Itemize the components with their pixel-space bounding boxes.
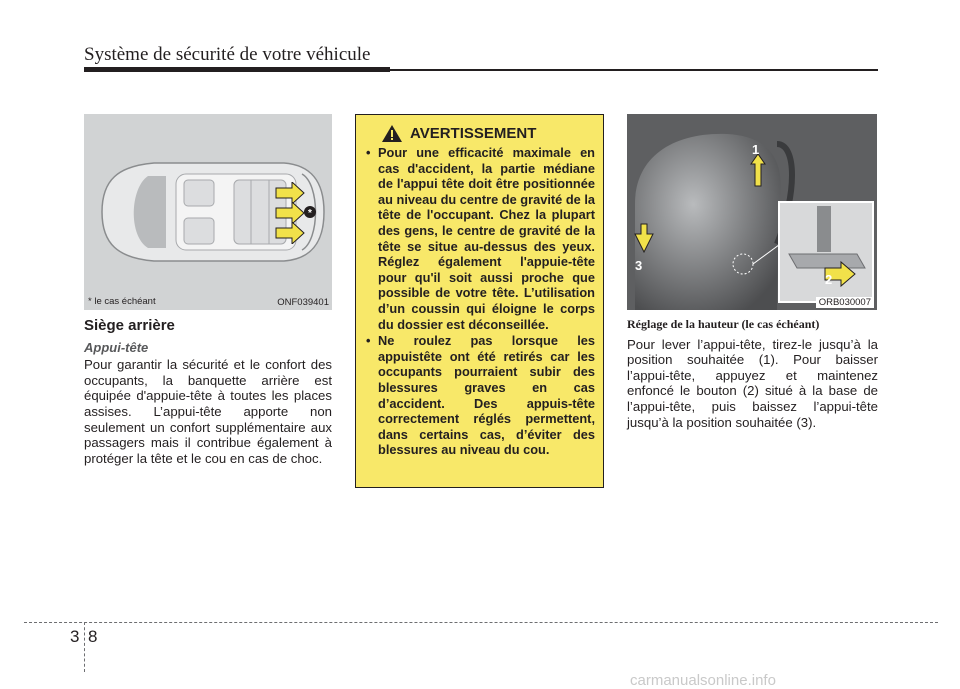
warning-header — [356, 115, 603, 142]
headrest-figure — [627, 114, 877, 310]
adjustment-heading: Réglage de la hauteur (le cas échéant) — [627, 317, 820, 331]
bullet: • — [366, 333, 371, 349]
bullet: • — [366, 145, 371, 160]
warning-item — [366, 145, 595, 332]
footer-vertical-divider — [84, 622, 85, 672]
left-column — [84, 318, 332, 466]
figure-code: ORB030007 — [816, 297, 874, 308]
page-header-title: Système de sécurité de votre véhicule — [84, 44, 371, 65]
warning-box — [355, 114, 604, 488]
watermark: carmanualsonline.info — [630, 672, 776, 689]
callout-3: 3 — [635, 258, 643, 273]
header-rule — [84, 67, 390, 72]
right-column — [627, 317, 878, 430]
page-number: 8 — [88, 627, 98, 646]
warning-item — [366, 333, 595, 458]
callout-1: 1 — [752, 142, 760, 157]
warning-item-text: Pour une efficacité maximale en cas d'accident, la partie médiane de l'appui tête doit être positionnée au niveau du centre de gravité de la tête de l'occupant. Chez la plupart des gens, le centre de gravité de la tête se situe au-dessus des yeux. Réglez également l'appuie-tête pour qu'il soit aussi proche que possible de votre tête. L’utilisation d’un coussin qui éloigne le corps du dossier est déconseillée. — [378, 145, 595, 332]
warning-item-text: Ne roulez pas lorsque les appuistête ont été retirés car les occupants pourraient subir des blessures graves en cas d’accident. Des appuis-tête correctement réglés permettent, dans certains cas, d’éviter des blessures au niveau du cou. — [378, 333, 595, 458]
callout-2: 2 — [825, 272, 833, 287]
subsection-heading: Appui-tête — [84, 339, 149, 355]
body-paragraph: Pour lever l’appui-tête, tirez-le jusqu’à la position souhaitée (1). Pour baisser l’appui-tête, appuyez et maintenez enfoncé le bouton (2) situé à la base de l’appui-tête, puis baissez l’appui-tête jusqu’à la position souhaitée (3). — [627, 336, 878, 430]
header-rule-thin — [390, 69, 878, 71]
car-top-view-figure — [84, 114, 332, 310]
svg-text:*: * — [308, 208, 312, 219]
warning-list — [356, 145, 603, 458]
footer-divider — [24, 622, 938, 623]
warning-triangle-icon — [382, 125, 402, 142]
figure-note: * le cas échéant — [88, 296, 156, 307]
chapter-number: 3 — [70, 627, 80, 646]
headrest-arrows — [274, 182, 318, 244]
warning-title: AVERTISSEMENT — [410, 125, 537, 142]
body-paragraph: Pour garantir la sécurité et le confort des occupants, la banquette arrière est équipée d'appuie-tête à toutes les places assises. L’appui-tête apporte non seulement un confort supplémentaire aux passagers mais il contribue également à protéger la tête et le cou en cas de choc. — [84, 357, 332, 466]
figure-code: ONF039401 — [277, 297, 329, 308]
section-heading: Siège arrière — [84, 317, 175, 334]
